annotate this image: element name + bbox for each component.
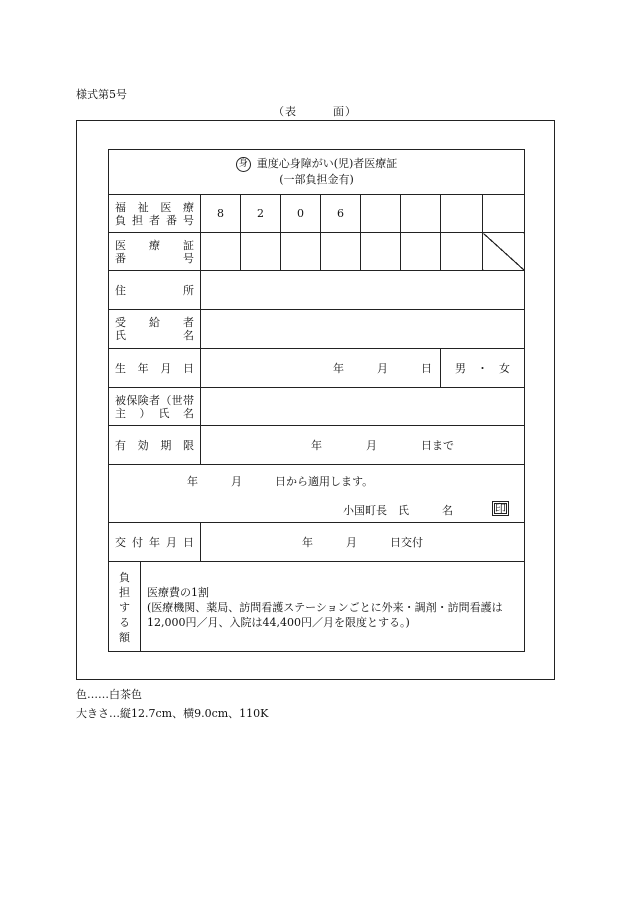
side-label: （表 面） bbox=[273, 105, 357, 118]
size-note: 大きさ…縦12.7cm、横9.0cm、110K bbox=[76, 707, 269, 720]
address-label: 住 所 bbox=[109, 271, 201, 310]
color-note: 色……白茶色 bbox=[76, 688, 142, 701]
issue-date-value: 年 月 日交付 bbox=[201, 523, 525, 562]
burden-amount-line2: (医療機関、薬局、訪問看護ステーションごとに外来・調剤・訪問看護は12,000円／月、入院は44,400円／月を限度とする。) bbox=[147, 601, 503, 629]
burden-digit: 6 bbox=[321, 195, 361, 233]
burden-digit: 2 bbox=[241, 195, 281, 233]
medical-certificate-card bbox=[108, 149, 525, 652]
apply-and-mayor-cell bbox=[109, 465, 525, 523]
form-number: 様式第5号 bbox=[76, 88, 127, 101]
birth-date-label: 生 年 月 日 bbox=[109, 349, 201, 388]
issue-date-label: 交付年月日 bbox=[109, 523, 201, 562]
address-value bbox=[201, 271, 525, 310]
cert-digit bbox=[361, 233, 401, 271]
burden-digit bbox=[441, 195, 483, 233]
burden-digit: 8 bbox=[201, 195, 241, 233]
cert-digit bbox=[401, 233, 441, 271]
cert-digit bbox=[321, 233, 361, 271]
burden-number-label: 福 祉 医 療 負担者番号 bbox=[109, 195, 201, 233]
valid-until-label: 有 効 期 限 bbox=[109, 426, 201, 465]
insured-person-value bbox=[201, 388, 525, 426]
card-title: 重度心身障がい(児)者医療証 bbox=[256, 157, 398, 170]
cert-digit bbox=[241, 233, 281, 271]
burden-amount-label: 負 担 す る 額 bbox=[109, 562, 141, 651]
certificate-number-label: 医 療 証 番 号 bbox=[109, 233, 201, 271]
birth-date-value: 年 月 日 bbox=[201, 349, 441, 388]
card-title-cell bbox=[109, 150, 525, 195]
seal-mark: 印 bbox=[492, 501, 509, 516]
mayor-label: 小国町長 氏 名 bbox=[343, 504, 453, 517]
cert-digit bbox=[281, 233, 321, 271]
burden-amount-line1: 医療費の1割 bbox=[147, 586, 209, 599]
card-subtitle: (一部負担金有) bbox=[279, 173, 354, 186]
burden-amount-text bbox=[147, 585, 520, 630]
insured-person-label: 被保険者（世帯 主 ） 氏 名 bbox=[109, 388, 201, 426]
burden-digit bbox=[401, 195, 441, 233]
cert-digit bbox=[441, 233, 483, 271]
burden-amount-cell bbox=[109, 562, 525, 652]
cert-digit bbox=[201, 233, 241, 271]
burden-digit: 0 bbox=[281, 195, 321, 233]
cert-digit-crossed bbox=[483, 233, 525, 271]
burden-digit bbox=[361, 195, 401, 233]
recipient-name-value bbox=[201, 310, 525, 349]
burden-digit bbox=[483, 195, 525, 233]
valid-until-value: 年 月 日まで bbox=[201, 426, 525, 465]
apply-date-text: 年 月 日から適用します。 bbox=[187, 475, 374, 488]
disability-icon: 身 bbox=[236, 157, 251, 172]
sex-value: 男 ・ 女 bbox=[441, 349, 525, 388]
recipient-name-label: 受 給 者 氏 名 bbox=[109, 310, 201, 349]
